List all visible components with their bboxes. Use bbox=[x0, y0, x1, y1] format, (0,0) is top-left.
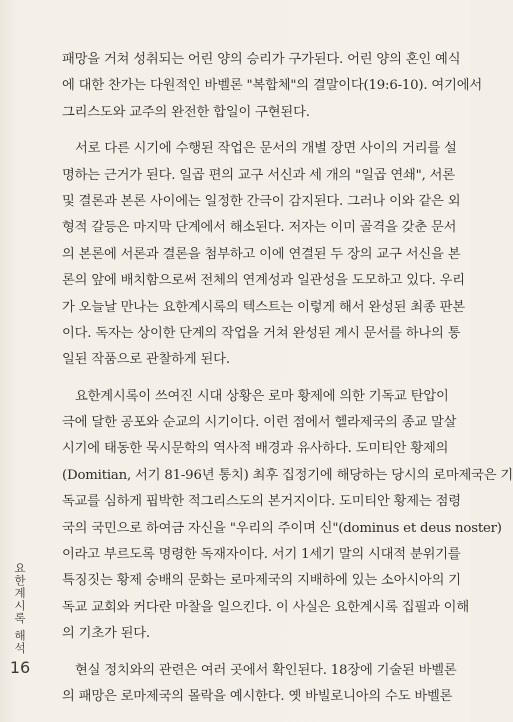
text-line: 일된 작품으로 관찰하게 된다. bbox=[62, 352, 230, 368]
text-line: 패망을 거쳐 성취되는 어린 양의 승리가 구가된다. 어린 양의 혼인 예식 bbox=[62, 52, 461, 67]
text-line: 의 패망은 로마제국의 몰락을 예시한다. 옛 바빌로니아의 수도 바벨론 bbox=[62, 688, 453, 704]
body-text bbox=[62, 47, 513, 710]
text-line: 의 기초가 된다. bbox=[62, 626, 150, 642]
text-line: 서로 다른 시기에 수행된 작업은 문서의 개별 장면 사이의 거리를 설 bbox=[75, 141, 457, 157]
text-line: 이다. 독자는 상이한 단계의 작업을 거쳐 완성된 계시 문서를 하나의 통 bbox=[62, 325, 461, 341]
running-footer bbox=[6, 562, 34, 677]
book-title: 요한계시록 해석 bbox=[13, 562, 27, 655]
text-line: 독교 교회와 커다란 마찰을 일으킨다. 이 사실은 요한계시록 집필과 이해 bbox=[62, 599, 469, 615]
paragraph-3 bbox=[62, 384, 513, 648]
text-line: 국의 국민으로 하여금 자신을 "우리의 주이며 신"(dominus et deus noster) bbox=[62, 520, 502, 536]
text-line: 그리스도와 교주의 완전한 합일이 구현된다. bbox=[62, 104, 310, 120]
text-line: 시기에 태동한 묵시문학의 역사적 배경과 유사하다. 도미티안 황제의 bbox=[62, 441, 449, 457]
text-line: 의 본론에 서론과 결론을 첨부하고 이에 연결된 두 장의 교구 서신을 본 bbox=[62, 246, 461, 262]
text-line: 및 결론과 본론 사이에는 일정한 간극이 감지된다. 그러나 이와 같은 외 bbox=[62, 193, 461, 209]
text-line: 특징짓는 황제 숭배의 문화는 로마제국의 지배하에 있는 소아시아의 기 bbox=[62, 573, 461, 589]
paragraph-4 bbox=[62, 658, 457, 711]
text-line: 극에 달한 공포와 순교의 시기이다. 이런 점에서 헬라제국의 종교 말살 bbox=[62, 415, 457, 431]
text-line: (Domitian, 서기 81-96년 통치) 최후 집정기에 해당하는 당시의 로마제국은 기 bbox=[62, 467, 513, 483]
text-line: 론의 앞에 배치함으로써 전체의 연계성과 일관성을 도모하고 있다. 우리 bbox=[62, 273, 465, 289]
text-line: 요한계시록이 쓰여진 시대 상황은 로마 황제에 의한 기독교 탄압이 bbox=[75, 388, 449, 404]
page-number: 16 bbox=[9, 658, 31, 678]
text-line: 에 대한 찬가는 다원적인 바벨론 "복합체"의 결말이다(19:6-10). 여기에서 bbox=[62, 78, 483, 94]
text-line: 독교를 심하게 핍박한 적그리스도의 본거지이다. 도미티안 황제는 점령 bbox=[62, 494, 461, 510]
text-line: 형적 갈등은 마지막 단계에서 해소된다. 저자는 이미 골격을 갖춘 문서 bbox=[62, 220, 457, 236]
paragraph-1 bbox=[62, 47, 483, 126]
text-line: 이라고 부르도록 명령한 독재자이다. 서기 1세기 말의 시대적 분위기를 bbox=[62, 547, 461, 563]
text-line: 가 오늘날 만나는 요한계시록의 텍스트는 이렇게 해서 완성된 최종 판본 bbox=[62, 299, 465, 315]
text-line: 명하는 근거가 된다. 일곱 편의 교구 서신과 세 개의 "일곱 연쇄", 서론 bbox=[62, 167, 455, 183]
text-line: 현실 정치와의 관련은 여러 곳에서 확인된다. 18장에 기술된 바벨론 bbox=[75, 662, 457, 678]
paragraph-2 bbox=[62, 136, 465, 374]
